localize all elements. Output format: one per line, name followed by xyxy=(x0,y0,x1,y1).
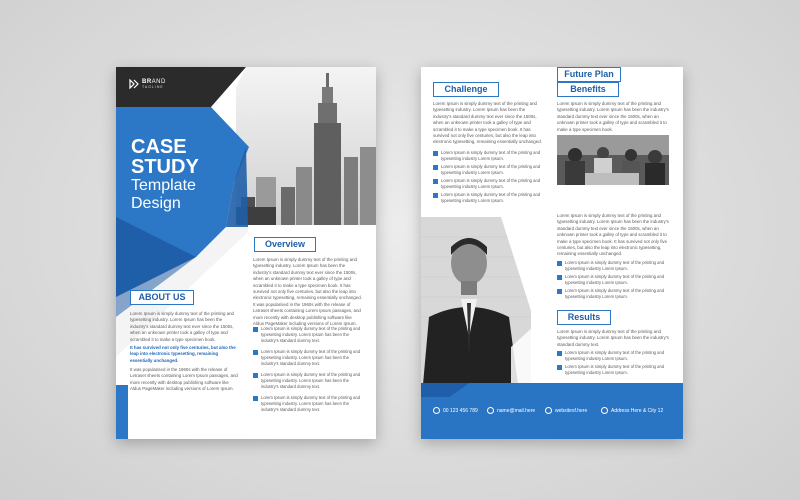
future-bullet-icon xyxy=(557,261,562,266)
challenge-bullet-1: Lorem Ipsum is simply dummy text of the printing and typesetting industry Lorem Ipsum. xyxy=(441,150,541,161)
results-bullet-1: Lorem Ipsum is simply dummy text of the printing and typesetting industry Lorem Ipsum. xyxy=(565,350,665,361)
overview-bullet-3: Lorem Ipsum is simply dummy text of the printing and typesetting industry. Lorem Ipsum has been the industry's standard dummy text. xyxy=(261,372,361,389)
footer-website-text: websitesf.here xyxy=(555,407,588,414)
overview-paragraph: Lorem Ipsum is simply dummy text of the printing and typesetting industry. Lorem Ipsum has been the industry's standard dummy text ever since the 1500s, when an unknown printer took a galley of type and scrambled it to make a type specimen book. It has survived not only five centuries, but also the leap into electronic typesetting, remaining essentially unchanged. It was popularised in the 1960s with the release of Letraset sheets containing Lorem Ipsum passages, and more recently with desktop publishing software like Aldus PageMaker including versions of Lorem Ipsum. xyxy=(253,257,362,327)
challenge-bullet-2: Lorem Ipsum is simply dummy text of the printing and typesetting industry Lorem Ipsum. xyxy=(441,164,541,175)
mail-icon xyxy=(487,407,494,414)
team-photo xyxy=(557,135,669,185)
results-paragraph: Lorem Ipsum is simply dummy text of the printing and typesetting industry. Lorem Ipsum has been the industry's standard dummy text. xyxy=(557,329,669,347)
flyer-back-page xyxy=(421,67,683,439)
benefits-heading: Benefits xyxy=(557,82,619,97)
location-icon xyxy=(601,407,608,414)
cover-title-line2: STUDY xyxy=(131,156,199,178)
footer-website xyxy=(545,407,587,414)
results-bullet-icon xyxy=(557,365,562,370)
challenge-heading: Challenge xyxy=(433,82,499,97)
footer-phone xyxy=(433,407,478,414)
overview-bullet-icon xyxy=(253,373,258,378)
footer-phone-text: 00 123 456 789 xyxy=(443,407,478,414)
about-highlight: It has survived not only five centuries, but also the leap into electronic typesetting, remaining essentially unchanged. xyxy=(130,345,236,363)
results-bullet-icon xyxy=(557,351,562,356)
challenge-bullet-icon xyxy=(433,165,438,170)
overview-bullet-1: Lorem Ipsum is simply dummy text of the printing and typesetting industry. Lorem Ipsum has been the industry's standard dummy text. xyxy=(261,326,361,343)
footer-address-text: Address Here & City 12 xyxy=(611,407,664,414)
overview-bullet-icon xyxy=(253,396,258,401)
future-bullet-3: Lorem Ipsum is simply dummy text of the printing and typesetting industry Lorem Ipsum. xyxy=(565,288,665,299)
overview-bullet-icon xyxy=(253,327,258,332)
overview-heading: Overview xyxy=(254,237,316,252)
results-heading: Results xyxy=(557,310,611,325)
challenge-bullet-icon xyxy=(433,179,438,184)
overview-bullet-4: Lorem Ipsum is simply dummy text of the printing and typesetting industry. Lorem Ipsum has been the industry's standard dummy text. xyxy=(261,395,361,412)
brand-name-rest: AND xyxy=(151,79,166,85)
brand-mark-icon xyxy=(129,79,139,89)
overview-bullet-2: Lorem Ipsum is simply dummy text of the printing and typesetting industry. Lorem Ipsum has been the industry's standard dummy text. xyxy=(261,349,361,366)
cover-title xyxy=(131,137,199,213)
portrait-photo xyxy=(421,207,551,407)
future-plan-heading: Future Plan xyxy=(557,67,621,82)
future-bullet-2: Lorem Ipsum is simply dummy text of the printing and typesetting industry Lorem Ipsum. xyxy=(565,274,665,285)
phone-icon xyxy=(433,407,440,414)
about-heading: ABOUT US xyxy=(130,290,194,305)
challenge-bullet-icon xyxy=(433,151,438,156)
results-bullet-2: Lorem Ipsum is simply dummy text of the printing and typesetting industry Lorem Ipsum. xyxy=(565,364,665,375)
brand-tagline: TAGLINE xyxy=(142,85,164,89)
cover-title-line3: Template xyxy=(131,177,196,194)
footer-email xyxy=(487,407,535,414)
future-plan-paragraph: Lorem Ipsum is simply dummy text of the printing and typesetting industry. Lorem Ipsum has been the industry's standard dummy text ever since the 1500s, when an unknown printer took a galley of type and scrambled it to make a type specimen book. It has survived not only five centuries, but also the leap into electronic typesetting, remaining essentially unchanged. xyxy=(557,213,669,257)
brand-logo xyxy=(129,79,166,89)
challenge-bullet-icon xyxy=(433,193,438,198)
globe-icon xyxy=(545,407,552,414)
challenge-bullet-4: Lorem Ipsum is simply dummy text of the printing and typesetting industry Lorem Ipsum. xyxy=(441,192,541,203)
benefits-paragraph: Lorem Ipsum is simply dummy text of the printing and typesetting industry. Lorem Ipsum has been the industry's standard dummy text ever since the 1500s, when an unknown printer took a galley of type and scrambled it to make a type specimen book. xyxy=(557,101,669,132)
brand-name-bold: BR xyxy=(142,79,152,85)
challenge-bullet-3: Lorem Ipsum is simply dummy text of the printing and typesetting industry Lorem Ipsum. xyxy=(441,178,541,189)
future-bullet-icon xyxy=(557,275,562,280)
about-paragraph-1: Lorem Ipsum is simply dummy text of the printing and typesetting industry. Lorem Ipsum has been the industry's standard dummy text ever since the 1500s, when an unknown printer took a galley of type and scrambled it to make a type specimen book. xyxy=(130,311,234,342)
future-bullet-1: Lorem Ipsum is simply dummy text of the printing and typesetting industry Lorem Ipsum. xyxy=(565,260,665,271)
flyer-front-page xyxy=(116,67,376,439)
footer-address xyxy=(601,407,663,414)
cover-title-line4: Design xyxy=(131,195,181,212)
about-accent-bar xyxy=(116,385,128,439)
footer-email-text: name@mail.here xyxy=(497,407,536,414)
challenge-paragraph: Lorem Ipsum is simply dummy text of the printing and typesetting industry. Lorem Ipsum has been the industry's standard dummy text ever since the 1500s, when an unknown printer took a galley of type and scrambled it to make a type specimen book. It has survived not only five centuries, but also the leap into electronic typesetting, remaining essentially unchanged. xyxy=(433,101,542,145)
cover-title-line1: CASE xyxy=(131,136,187,158)
overview-bullet-icon xyxy=(253,350,258,355)
about-paragraph-3: It was popularised in the 1960s with the release of Letraset sheets containing Lorem Ipsum passages, and more recently with desktop publishing software like Aldus PageMaker including versions of Lorem Ipsum. xyxy=(130,367,238,392)
future-bullet-icon xyxy=(557,289,562,294)
